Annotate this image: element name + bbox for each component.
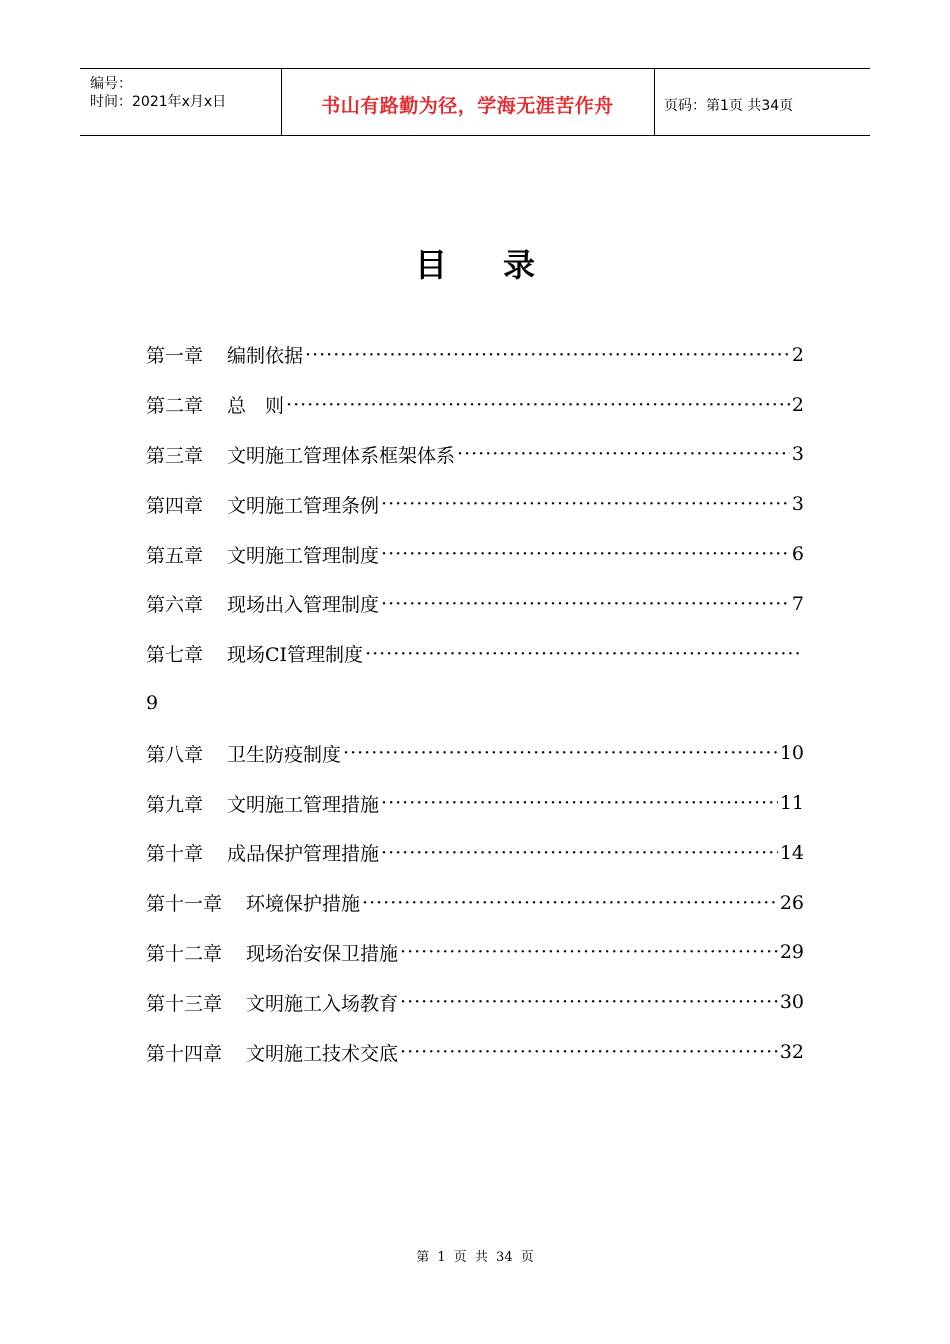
header-page-cell <box>654 69 870 135</box>
toc-row[interactable] <box>146 479 804 529</box>
toc-chapter-number: 第一章 <box>146 345 204 368</box>
toc-chapter-number: 第十四章 <box>146 1042 223 1065</box>
toc-chapter-title: 文明施工管理制度 <box>227 544 380 567</box>
toc-chapter-title: 总 则 <box>227 395 285 418</box>
toc-row[interactable] <box>146 529 804 579</box>
toc-row[interactable] <box>146 928 804 978</box>
toc-chapter-number: 第七章 <box>146 644 204 667</box>
toc-row[interactable] <box>146 828 804 878</box>
toc-chapter-number: 第十三章 <box>146 992 223 1015</box>
toc-chapter-title: 现场出入管理制度 <box>227 594 380 617</box>
toc-chapter-title: 环境保护措施 <box>246 893 361 916</box>
toc-chapter-title: 文明施工管理条例 <box>227 494 380 517</box>
toc-row[interactable] <box>146 629 804 679</box>
toc-chapter-title: 文明施工管理体系框架体系 <box>227 444 456 467</box>
toc-chapter-number: 第十章 <box>146 843 204 866</box>
toc-row[interactable] <box>146 330 804 380</box>
toc-dot-leader <box>381 792 778 814</box>
toc-page-number: 6 <box>791 543 804 566</box>
toc-page-number: 3 <box>791 493 804 516</box>
toc-dot-leader <box>365 643 802 665</box>
document-number-label: 编号： <box>90 76 132 92</box>
header-motto-cell <box>281 69 655 135</box>
toc-page-number: 29 <box>779 941 804 964</box>
page-header <box>80 68 870 136</box>
toc-dot-leader <box>400 941 778 963</box>
toc-dot-leader <box>305 344 790 366</box>
toc-dot-leader <box>286 394 790 416</box>
toc-title: 目录 <box>414 246 591 284</box>
toc-page-number: 10 <box>779 742 804 765</box>
toc-page-number: 9 <box>146 692 159 715</box>
toc-chapter-number: 第六章 <box>146 594 204 617</box>
toc-chapter-number: 第五章 <box>146 544 204 567</box>
toc-page-number: 7 <box>791 592 804 615</box>
toc-row[interactable] <box>146 977 804 1027</box>
toc-chapter-number: 第八章 <box>146 743 204 766</box>
toc-page-number: 30 <box>779 991 804 1014</box>
toc-dot-leader <box>362 892 778 914</box>
toc-dot-leader <box>343 742 778 764</box>
toc-chapter-number: 第十二章 <box>146 942 223 965</box>
toc-page-number: 3 <box>791 443 804 466</box>
toc-chapter-title: 现场治安保卫措施 <box>246 942 399 965</box>
toc-page-number: 14 <box>779 841 804 864</box>
toc-row[interactable] <box>146 778 804 828</box>
toc-row[interactable] <box>146 728 804 778</box>
toc-chapter-title: 文明施工管理措施 <box>227 793 380 816</box>
toc-chapter-title: 现场CI管理制度 <box>227 644 364 667</box>
page-footer: 第 1 页 共 34 页 <box>416 1250 534 1265</box>
toc-chapter-number: 第四章 <box>146 494 204 517</box>
toc-dot-leader <box>381 842 778 864</box>
toc-page-number: 32 <box>779 1041 804 1064</box>
toc-chapter-number: 第三章 <box>146 444 204 467</box>
toc-chapter-number: 第十一章 <box>146 893 223 916</box>
toc-chapter-number: 第九章 <box>146 793 204 816</box>
toc-chapter-title: 成品保护管理措施 <box>227 843 380 866</box>
toc-chapter-title: 编制依据 <box>227 345 304 368</box>
header-page-info: 页码：第1页 共34页 <box>664 98 794 114</box>
toc-dot-leader <box>381 493 790 515</box>
table-of-contents <box>146 330 804 1077</box>
toc-row[interactable] <box>146 579 804 629</box>
toc-row[interactable] <box>146 878 804 928</box>
toc-row[interactable] <box>146 430 804 480</box>
toc-row[interactable] <box>146 1027 804 1077</box>
toc-row[interactable] <box>146 380 804 430</box>
toc-chapter-title: 文明施工技术交底 <box>246 1042 399 1065</box>
toc-dot-leader <box>400 991 778 1013</box>
toc-chapter-number: 第二章 <box>146 395 204 418</box>
toc-chapter-title: 文明施工入场教育 <box>246 992 399 1015</box>
toc-page-number: 2 <box>791 393 804 416</box>
toc-page-number: 2 <box>791 343 804 366</box>
toc-page-number: 11 <box>779 792 804 815</box>
toc-dot-leader <box>400 1041 778 1063</box>
toc-dot-leader <box>457 443 790 465</box>
header-motto: 书山有路勤为径，学海无涯苦作舟 <box>321 95 614 117</box>
document-date-label: 时间：2021年x月x日 <box>90 94 227 110</box>
toc-wrapped-page-line <box>146 679 804 729</box>
toc-chapter-title: 卫生防疫制度 <box>227 743 342 766</box>
toc-dot-leader <box>381 593 790 615</box>
toc-dot-leader <box>381 543 790 565</box>
header-meta-cell <box>80 69 282 135</box>
toc-page-number: 26 <box>779 891 804 914</box>
